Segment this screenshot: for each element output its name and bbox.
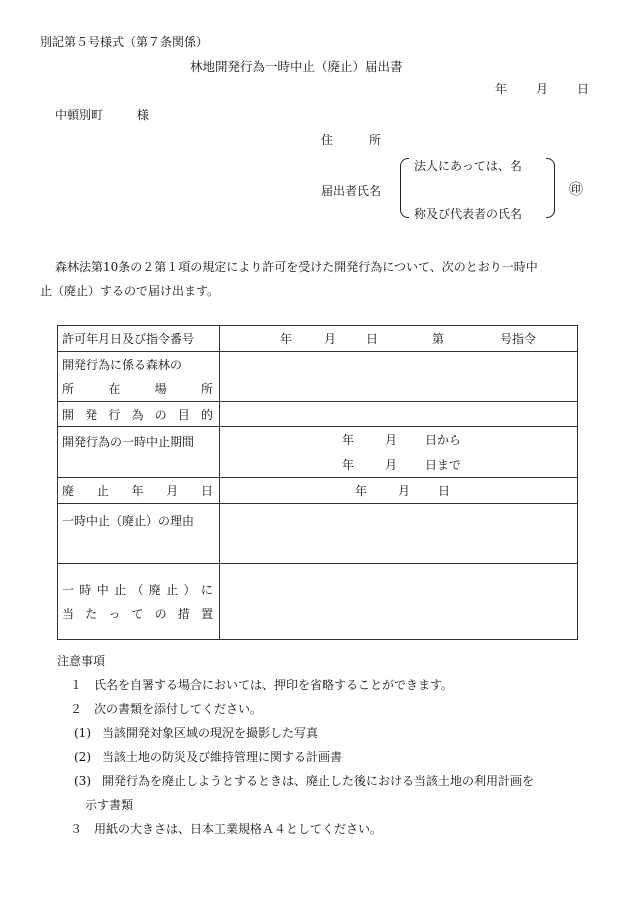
to-year: 年 <box>342 458 355 472</box>
label-char: 目 <box>177 407 190 422</box>
location-label <box>58 352 220 402</box>
permit-month: 月 <box>324 332 337 346</box>
location-value-cell[interactable] <box>220 352 578 402</box>
notification-table <box>57 325 578 640</box>
suspend-period-label: 開発行為の一時中止期間 <box>58 427 220 478</box>
permit-no-prefix: 第 <box>432 332 445 346</box>
page-title: 林地開発行為一時中止（廃止）届出書 <box>190 59 403 74</box>
measures-label-line-1 <box>62 578 219 602</box>
notes-section <box>57 649 597 841</box>
label-char: （ <box>131 582 144 597</box>
label-char: 所 <box>62 381 75 396</box>
body-line-1: 森林法第10条の２第１項の規定により許可を受けた開発行為について、次のとおり一時中 <box>55 260 538 274</box>
note-item <box>57 673 597 697</box>
corp-line-2: 称及び代表者の氏名 <box>414 207 523 221</box>
label-char: 当 <box>62 606 75 621</box>
note-text: 当該開発対象区域の現況を撮影した写真 <box>102 726 319 740</box>
label-char: っ <box>108 606 121 621</box>
label-char: 置 <box>200 606 213 621</box>
location-label-line-1: 開発行為に係る森林の <box>62 357 183 372</box>
abolish-year: 年 <box>355 484 368 498</box>
label-char: 年 <box>131 484 144 498</box>
permit-value-cell[interactable] <box>220 326 578 352</box>
abolish-date-row <box>58 478 578 504</box>
measures-value-cell[interactable] <box>220 564 578 640</box>
reason-label: 一時中止（廃止）の理由 <box>58 504 220 564</box>
seal-stamp: ㊞ <box>569 182 583 198</box>
measures-label-line-2 <box>62 602 219 626</box>
note-text: 氏名を自署する場合においては、押印を省略することができます。 <box>94 678 454 692</box>
label-char: 月 <box>166 484 179 498</box>
reason-value-cell[interactable] <box>220 504 578 564</box>
label-char: 的 <box>200 407 213 422</box>
label-char: 措 <box>177 606 190 621</box>
note-subitem-continuation <box>57 793 597 817</box>
permit-day: 日 <box>366 332 379 346</box>
reason-row <box>58 504 578 564</box>
permit-year: 年 <box>280 332 293 346</box>
label-char: 時 <box>79 582 92 597</box>
purpose-row <box>58 402 578 427</box>
label-char: 開 <box>62 407 75 422</box>
label-char: 発 <box>85 407 98 422</box>
note-subitem <box>57 769 597 793</box>
corp-line-1: 法人にあっては、名 <box>414 159 522 173</box>
label-char: た <box>85 606 98 621</box>
purpose-label <box>58 402 220 427</box>
label-char: 一 <box>62 582 75 597</box>
abolish-month: 月 <box>398 484 411 498</box>
note-text: 開発行為を廃止しようとするときは、廃止した後における当該土地の利用計画を <box>102 774 535 788</box>
note-number: ２ <box>70 702 83 716</box>
label-char: 止 <box>166 582 179 597</box>
note-item <box>57 697 597 721</box>
note-number: ３ <box>70 822 83 836</box>
note-text: 当該土地の防災及び維持管理に関する計画書 <box>102 750 343 764</box>
note-number: (2) <box>74 750 91 764</box>
label-char: 為 <box>131 407 144 422</box>
addressee: 中頓別町 <box>55 108 104 122</box>
address-label: 住 所 <box>321 133 382 147</box>
permit-row <box>58 326 578 352</box>
note-text: 用紙の大きさは、日本工業規格Ａ４としてください。 <box>94 822 383 836</box>
purpose-value-cell[interactable] <box>220 402 578 427</box>
bracket-left <box>400 158 409 218</box>
form-id: 別記第５号様式（第７条関係） <box>40 35 209 49</box>
location-row <box>58 352 578 402</box>
label-char: 廃 <box>148 582 161 597</box>
body-line-2: 止（廃止）するので届け出ます。 <box>40 284 220 298</box>
permit-label: 許可年月日及び指令番号 <box>58 326 220 352</box>
measures-row <box>58 564 578 640</box>
note-number: １ <box>70 678 83 692</box>
label-char: 中 <box>96 582 109 597</box>
note-number: (3) <box>74 774 91 788</box>
label-char: て <box>131 606 144 621</box>
notes-heading: 注意事項 <box>57 654 106 668</box>
label-char: 所 <box>200 381 213 396</box>
measures-label <box>58 564 220 640</box>
label-char: 廃 <box>62 484 75 498</box>
abolish-value-cell[interactable] <box>220 478 578 504</box>
date-month: 月 <box>536 82 549 96</box>
name-label: 届出者氏名 <box>321 184 382 198</box>
note-subitem <box>57 745 597 769</box>
from-year: 年 <box>342 433 355 447</box>
note-subitem <box>57 721 597 745</box>
from-day: 日から <box>425 433 462 447</box>
label-char: の <box>154 407 167 422</box>
date-year: 年 <box>495 82 508 96</box>
label-char: の <box>154 606 167 621</box>
honorific: 様 <box>137 108 150 122</box>
note-text: 次の書類を添付してください。 <box>94 702 263 716</box>
to-day: 日まで <box>425 458 462 472</box>
label-char: 行 <box>108 407 121 422</box>
label-char: 日 <box>200 484 213 498</box>
suspend-period-row <box>58 427 578 478</box>
label-char: に <box>200 582 213 597</box>
permit-no-suffix: 号指令 <box>500 332 537 346</box>
label-char: ） <box>183 582 196 597</box>
from-month: 月 <box>385 433 398 447</box>
label-char: 止 <box>96 484 109 498</box>
label-char: 場 <box>154 381 167 396</box>
date-day: 日 <box>577 82 590 96</box>
location-label-line-2 <box>62 377 219 401</box>
bracket-right <box>546 158 555 218</box>
suspend-period-value-cell[interactable] <box>220 427 578 478</box>
label-char: 在 <box>108 381 121 396</box>
label-char: 止 <box>114 582 127 597</box>
note-number: (1) <box>74 726 91 740</box>
to-month: 月 <box>385 458 398 472</box>
note-text: 示す書類 <box>85 798 134 812</box>
abolish-day: 日 <box>438 484 451 498</box>
note-item <box>57 817 597 841</box>
abolish-label <box>58 478 220 504</box>
